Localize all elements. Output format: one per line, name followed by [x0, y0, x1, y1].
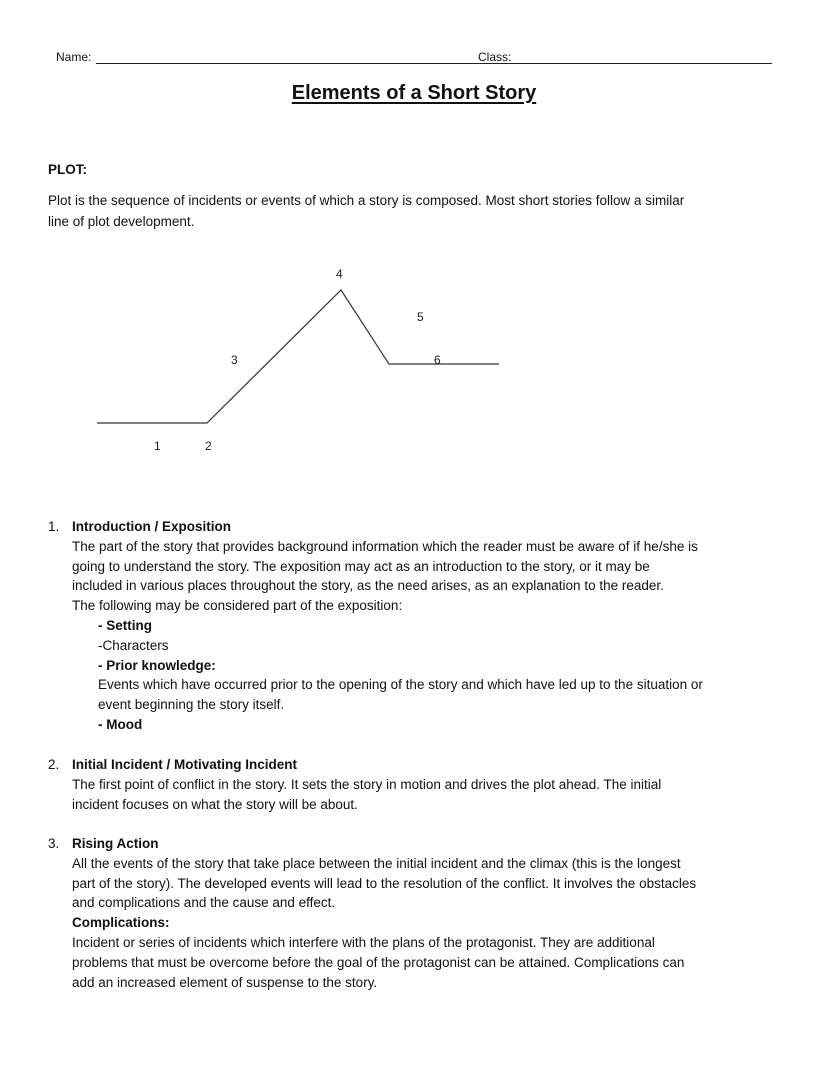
item-number: 1. — [48, 519, 60, 534]
header-fields — [56, 50, 772, 68]
diagram-label: 2 — [205, 439, 212, 453]
class-field[interactable] — [516, 63, 772, 64]
list-item — [48, 755, 788, 814]
item-text: The following may be considered part of the exposition: — [72, 598, 403, 614]
name-label: Name: — [56, 50, 92, 64]
plot-intro — [48, 190, 768, 232]
plot-intro-line: line of plot development. — [48, 214, 195, 229]
item-text: going to understand the story. The exposition may act as an introduction to the story, or it may be — [72, 558, 650, 574]
list-item — [48, 517, 788, 735]
class-label: Class: — [478, 50, 512, 64]
sub-item: -Characters — [98, 637, 169, 653]
item-title: Initial Incident / Motivating Incident — [72, 757, 298, 772]
sub-item-text: event beginning the story itself. — [98, 697, 285, 713]
sub-item: - Prior knowledge: — [98, 657, 216, 673]
name-field[interactable] — [96, 63, 532, 64]
diagram-label: 1 — [154, 439, 161, 453]
diagram-label: 4 — [336, 267, 343, 281]
item-text: and complications and the cause and effect. — [72, 895, 336, 911]
item-text: All the events of the story that take place between the initial incident and the climax (this is the longest — [72, 855, 681, 871]
item-text: The first point of conflict in the story. It sets the story in motion and drives the plot ahead. The initial — [72, 776, 662, 792]
diagram-label: 3 — [231, 353, 238, 367]
page-title: Elements of a Short Story — [291, 82, 537, 104]
item-text: part of the story). The developed events will lead to the resolution of the conflict. It involves the obstacles — [72, 875, 697, 891]
item-text: Incident or series of incidents which interfere with the plans of the protagonist. They are additional — [72, 934, 655, 950]
sub-item-text: Events which have occurred prior to the opening of the story and which have led up to the situation or — [98, 677, 703, 693]
list-item — [48, 834, 788, 992]
item-number: 3. — [48, 836, 60, 851]
item-text: add an increased element of suspense to the story. — [72, 974, 378, 990]
sub-heading: Complications: — [72, 915, 170, 931]
item-text: problems that must be overcome before the goal of the protagonist can be attained. Complications can — [72, 954, 685, 970]
item-title: Introduction / Exposition — [72, 519, 231, 534]
diagram-label: 5 — [417, 310, 424, 324]
item-text: incident focuses on what the story will be about. — [72, 796, 358, 812]
diagram-label: 6 — [434, 353, 441, 367]
item-text: included in various places throughout the story, as the need arises, as an explanation to the reader. — [72, 578, 664, 594]
plot-intro-line: Plot is the sequence of incidents or events of which a story is composed. Most short stories follow a similar — [48, 193, 685, 208]
item-text: The part of the story that provides background information which the reader must be aware of if he/she is — [72, 538, 698, 554]
plot-diagram — [0, 260, 828, 460]
item-number: 2. — [48, 757, 60, 772]
sub-item: - Setting — [98, 617, 152, 633]
sub-item: - Mood — [98, 716, 143, 732]
item-title: Rising Action — [72, 836, 159, 851]
plot-heading: PLOT: — [48, 162, 87, 177]
